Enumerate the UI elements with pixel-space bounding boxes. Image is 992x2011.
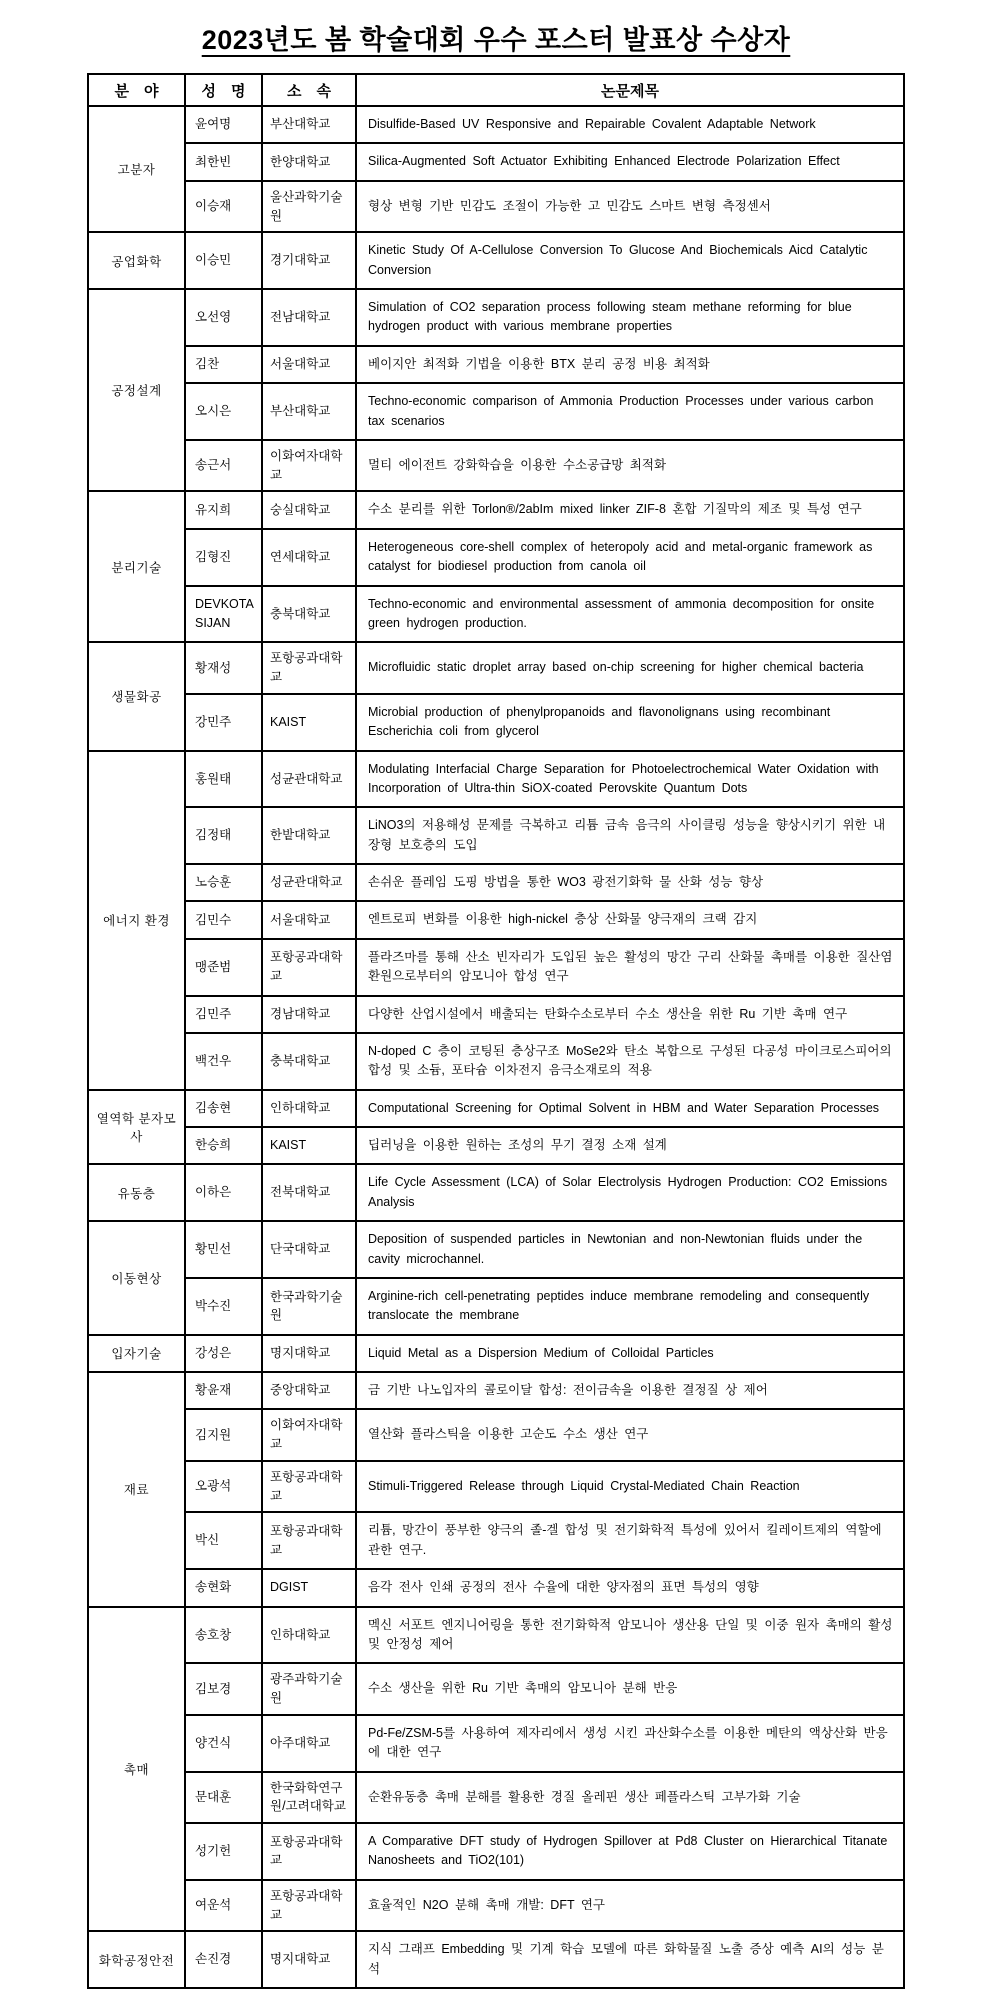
- table-row: [88, 1931, 904, 1988]
- field-cell: 공정설계: [88, 289, 185, 491]
- paper-cell: Pd-Fe/ZSM-5를 사용하여 제자리에서 생성 시킨 과산화수소를 이용한 메탄의 액상산화 반응에 대한 연구: [356, 1715, 904, 1772]
- paper-cell: 멀티 에이전트 강화학습을 이용한 수소공급망 최적화: [356, 440, 904, 492]
- table-row: [88, 181, 904, 233]
- affiliation-cell: 울산과학기술원: [262, 181, 356, 233]
- table-header: [88, 74, 904, 106]
- paper-cell: Simulation of CO2 separation process following steam methane reforming for blue hydrogen product with various membrane properties: [356, 289, 904, 346]
- table-row: [88, 996, 904, 1033]
- field-cell: 열역학 분자모사: [88, 1090, 185, 1165]
- name-cell: 백건우: [185, 1033, 262, 1090]
- paper-cell: A Comparative DFT study of Hydrogen Spillover at Pd8 Cluster on Hierarchical Titanate Nanosheets and TiO2(101): [356, 1823, 904, 1880]
- field-cell: 분리기술: [88, 491, 185, 642]
- paper-cell: 순환유동층 촉매 분해를 활용한 경질 올레핀 생산 페플라스틱 고부가화 기술: [356, 1772, 904, 1824]
- table-row: [88, 1221, 904, 1278]
- table-row: [88, 1607, 904, 1664]
- table-body: [88, 106, 904, 1988]
- name-cell: 유지희: [185, 491, 262, 528]
- table-row: [88, 694, 904, 751]
- paper-cell: 수소 생산을 위한 Ru 기반 촉매의 암모니아 분해 반응: [356, 1663, 904, 1715]
- affiliation-cell: 부산대학교: [262, 383, 356, 440]
- header-row: [88, 74, 904, 106]
- affiliation-cell: 숭실대학교: [262, 491, 356, 528]
- table-row: [88, 1663, 904, 1715]
- name-cell: DEVKOTA SIJAN: [185, 586, 262, 643]
- table-row: [88, 1409, 904, 1461]
- paper-cell: LiNO3의 저용해성 문제를 극복하고 리튬 금속 음극의 사이클링 성능을 향상시키기 위한 내장형 보호층의 도입: [356, 807, 904, 864]
- paper-cell: 지식 그래프 Embedding 및 기계 학습 모델에 따른 화학물질 노출 증상 예측 AI의 성능 분석: [356, 1931, 904, 1988]
- table-row: [88, 864, 904, 901]
- table-row: [88, 383, 904, 440]
- field-cell: 촉매: [88, 1607, 185, 1932]
- name-cell: 김송현: [185, 1090, 262, 1127]
- affiliation-cell: 전북대학교: [262, 1164, 356, 1221]
- column-header-affiliation: 소 속: [262, 74, 356, 106]
- paper-cell: Heterogeneous core-shell complex of heteropoly acid and metal-organic framework as catalyst for biodiesel production from canola oil: [356, 529, 904, 586]
- name-cell: 이하은: [185, 1164, 262, 1221]
- affiliation-cell: KAIST: [262, 694, 356, 751]
- name-cell: 오선영: [185, 289, 262, 346]
- name-cell: 한승희: [185, 1127, 262, 1164]
- table-row: [88, 1372, 904, 1409]
- name-cell: 송근서: [185, 440, 262, 492]
- table-row: [88, 901, 904, 938]
- name-cell: 김지원: [185, 1409, 262, 1461]
- affiliation-cell: 포항공과대학교: [262, 1880, 356, 1932]
- table-row: [88, 1164, 904, 1221]
- name-cell: 황민선: [185, 1221, 262, 1278]
- paper-cell: Deposition of suspended particles in Newtonian and non-Newtonian fluids under the cavity microchannel.: [356, 1221, 904, 1278]
- affiliation-cell: 포항공과대학교: [262, 642, 356, 694]
- affiliation-cell: 서울대학교: [262, 901, 356, 938]
- paper-cell: 음각 전사 인쇄 공정의 전사 수율에 대한 양자점의 표면 특성의 영향: [356, 1569, 904, 1606]
- table-row: [88, 1772, 904, 1824]
- affiliation-cell: 광주과학기술원: [262, 1663, 356, 1715]
- paper-cell: Techno-economic comparison of Ammonia Production Processes under various carbon tax scenarios: [356, 383, 904, 440]
- paper-cell: 딥러닝을 이용한 원하는 조성의 무기 결정 소재 설계: [356, 1127, 904, 1164]
- column-header-paper-title: 논문제목: [356, 74, 904, 106]
- awards-table: [87, 73, 905, 1989]
- table-row: [88, 1461, 904, 1513]
- paper-cell: 손쉬운 플레임 도핑 방법을 통한 WO3 광전기화학 물 산화 성능 향상: [356, 864, 904, 901]
- name-cell: 박수진: [185, 1278, 262, 1335]
- affiliation-cell: 명지대학교: [262, 1335, 356, 1372]
- paper-cell: Microbial production of phenylpropanoids and flavonolignans using recombinant Escherichia coli from glycerol: [356, 694, 904, 751]
- field-cell: 고분자: [88, 106, 185, 232]
- affiliation-cell: 충북대학교: [262, 586, 356, 643]
- name-cell: 최한빈: [185, 143, 262, 180]
- affiliation-cell: 한양대학교: [262, 143, 356, 180]
- paper-cell: 엔트로피 변화를 이용한 high-nickel 층상 산화물 양극재의 크랙 감지: [356, 901, 904, 938]
- page-title: 2023년도 봄 학술대회 우수 포스터 발표상 수상자: [201, 25, 791, 55]
- column-header-name: 성 명: [185, 74, 262, 106]
- field-cell: 입자기술: [88, 1335, 185, 1372]
- table-row: [88, 586, 904, 643]
- field-cell: 에너지 환경: [88, 751, 185, 1090]
- name-cell: 노승훈: [185, 864, 262, 901]
- name-cell: 김보경: [185, 1663, 262, 1715]
- table-row: [88, 1823, 904, 1880]
- name-cell: 김정태: [185, 807, 262, 864]
- table-row: [88, 289, 904, 346]
- affiliation-cell: 한국화학연구원/고려대학교: [262, 1772, 356, 1824]
- column-header-field: 분 야: [88, 74, 185, 106]
- affiliation-cell: 성균관대학교: [262, 751, 356, 808]
- name-cell: 김민주: [185, 996, 262, 1033]
- field-cell: 이동현상: [88, 1221, 185, 1335]
- name-cell: 강민주: [185, 694, 262, 751]
- table-row: [88, 491, 904, 528]
- table-row: [88, 1127, 904, 1164]
- affiliation-cell: 이화여자대학교: [262, 440, 356, 492]
- name-cell: 김형진: [185, 529, 262, 586]
- paper-cell: 수소 분리를 위한 Torlon®/2abIm mixed linker ZIF-8 혼합 기질막의 제조 및 특성 연구: [356, 491, 904, 528]
- affiliation-cell: 성균관대학교: [262, 864, 356, 901]
- table-row: [88, 143, 904, 180]
- affiliation-cell: DGIST: [262, 1569, 356, 1606]
- table-row: [88, 346, 904, 383]
- name-cell: 오광석: [185, 1461, 262, 1513]
- field-cell: 재료: [88, 1372, 185, 1607]
- name-cell: 박신: [185, 1512, 262, 1569]
- field-cell: 유동층: [88, 1164, 185, 1221]
- paper-cell: Computational Screening for Optimal Solvent in HBM and Water Separation Processes: [356, 1090, 904, 1127]
- name-cell: 홍원태: [185, 751, 262, 808]
- affiliation-cell: 충북대학교: [262, 1033, 356, 1090]
- affiliation-cell: 경기대학교: [262, 232, 356, 289]
- paper-cell: Modulating Interfacial Charge Separation for Photoelectrochemical Water Oxidation with Incorporation of Ultra-thin SiOX-coated Perovskite Quantum Dots: [356, 751, 904, 808]
- affiliation-cell: 인하대학교: [262, 1607, 356, 1664]
- table-row: [88, 642, 904, 694]
- affiliation-cell: 포항공과대학교: [262, 1512, 356, 1569]
- table-row: [88, 807, 904, 864]
- paper-cell: 리튬, 망간이 풍부한 양극의 졸-겔 합성 및 전기화학적 특성에 있어서 킬레이트제의 역할에 관한 연구.: [356, 1512, 904, 1569]
- paper-cell: N-doped C 층이 코팅된 층상구조 MoSe2와 탄소 복합으로 구성된 다공성 마이크로스피어의 합성 및 소듐, 포타슘 이차전지 음극소재로의 적용: [356, 1033, 904, 1090]
- affiliation-cell: 중앙대학교: [262, 1372, 356, 1409]
- paper-cell: Stimuli-Triggered Release through Liquid Crystal-Mediated Chain Reaction: [356, 1461, 904, 1513]
- name-cell: 여운석: [185, 1880, 262, 1932]
- name-cell: 성기헌: [185, 1823, 262, 1880]
- name-cell: 황윤재: [185, 1372, 262, 1409]
- paper-cell: 열산화 플라스틱을 이용한 고순도 수소 생산 연구: [356, 1409, 904, 1461]
- table-row: [88, 751, 904, 808]
- affiliation-cell: 인하대학교: [262, 1090, 356, 1127]
- affiliation-cell: 한밭대학교: [262, 807, 356, 864]
- table-row: [88, 529, 904, 586]
- affiliation-cell: 단국대학교: [262, 1221, 356, 1278]
- name-cell: 이승민: [185, 232, 262, 289]
- paper-cell: 다양한 산업시설에서 배출되는 탄화수소로부터 수소 생산을 위한 Ru 기반 촉매 연구: [356, 996, 904, 1033]
- name-cell: 이승재: [185, 181, 262, 233]
- name-cell: 양건식: [185, 1715, 262, 1772]
- name-cell: 송호창: [185, 1607, 262, 1664]
- affiliation-cell: 전남대학교: [262, 289, 356, 346]
- table-row: [88, 1880, 904, 1932]
- affiliation-cell: KAIST: [262, 1127, 356, 1164]
- table-row: [88, 440, 904, 492]
- name-cell: 윤여명: [185, 106, 262, 143]
- table-row: [88, 1033, 904, 1090]
- paper-cell: Techno-economic and environmental assessment of ammonia decomposition for onsite green hydrogen production.: [356, 586, 904, 643]
- field-cell: 생물화공: [88, 642, 185, 750]
- name-cell: 송현화: [185, 1569, 262, 1606]
- paper-cell: 효율적인 N2O 분해 촉매 개발: DFT 연구: [356, 1880, 904, 1932]
- paper-cell: Disulfide-Based UV Responsive and Repairable Covalent Adaptable Network: [356, 106, 904, 143]
- affiliation-cell: 명지대학교: [262, 1931, 356, 1988]
- paper-cell: Arginine-rich cell-penetrating peptides induce membrane remodeling and consequently translocate the membrane: [356, 1278, 904, 1335]
- paper-cell: 플라즈마를 통해 산소 빈자리가 도입된 높은 활성의 망간 구리 산화물 촉매를 이용한 질산염 환원으로부터의 암모니아 합성 연구: [356, 939, 904, 996]
- name-cell: 손진경: [185, 1931, 262, 1988]
- table-row: [88, 1090, 904, 1127]
- paper-cell: Silica-Augmented Soft Actuator Exhibiting Enhanced Electrode Polarization Effect: [356, 143, 904, 180]
- table-row: [88, 939, 904, 996]
- table-row: [88, 1512, 904, 1569]
- paper-cell: 멕신 서포트 엔지니어링을 통한 전기화학적 암모니아 생산용 단일 및 이중 원자 촉매의 활성 및 안정성 제어: [356, 1607, 904, 1664]
- affiliation-cell: 포항공과대학교: [262, 1823, 356, 1880]
- name-cell: 김찬: [185, 346, 262, 383]
- name-cell: 맹준범: [185, 939, 262, 996]
- table-row: [88, 1335, 904, 1372]
- name-cell: 황재성: [185, 642, 262, 694]
- affiliation-cell: 경남대학교: [262, 996, 356, 1033]
- affiliation-cell: 한국과학기술원: [262, 1278, 356, 1335]
- affiliation-cell: 연세대학교: [262, 529, 356, 586]
- table-row: [88, 1715, 904, 1772]
- table-row: [88, 232, 904, 289]
- paper-cell: Liquid Metal as a Dispersion Medium of Colloidal Particles: [356, 1335, 904, 1372]
- affiliation-cell: 이화여자대학교: [262, 1409, 356, 1461]
- paper-cell: 금 기반 나노입자의 콜로이달 합성: 전이금속을 이용한 결정질 상 제어: [356, 1372, 904, 1409]
- paper-cell: 베이지안 최적화 기법을 이용한 BTX 분리 공정 비용 최적화: [356, 346, 904, 383]
- paper-cell: Life Cycle Assessment (LCA) of Solar Electrolysis Hydrogen Production: CO2 Emissions Analysis: [356, 1164, 904, 1221]
- affiliation-cell: 부산대학교: [262, 106, 356, 143]
- name-cell: 오시은: [185, 383, 262, 440]
- affiliation-cell: 포항공과대학교: [262, 1461, 356, 1513]
- paper-cell: Microfluidic static droplet array based on-chip screening for higher chemical bacteria: [356, 642, 904, 694]
- table-row: [88, 106, 904, 143]
- paper-cell: 형상 변형 기반 민감도 조절이 가능한 고 민감도 스마트 변형 측정센서: [356, 181, 904, 233]
- paper-cell: Kinetic Study Of A-Cellulose Conversion To Glucose And Biochemicals Aicd Catalytic Conversion: [356, 232, 904, 289]
- name-cell: 강성은: [185, 1335, 262, 1372]
- affiliation-cell: 서울대학교: [262, 346, 356, 383]
- name-cell: 문대훈: [185, 1772, 262, 1824]
- name-cell: 김민수: [185, 901, 262, 938]
- affiliation-cell: 아주대학교: [262, 1715, 356, 1772]
- field-cell: 공업화학: [88, 232, 185, 289]
- table-row: [88, 1569, 904, 1606]
- field-cell: 화학공정안전: [88, 1931, 185, 1988]
- table-row: [88, 1278, 904, 1335]
- affiliation-cell: 포항공과대학교: [262, 939, 356, 996]
